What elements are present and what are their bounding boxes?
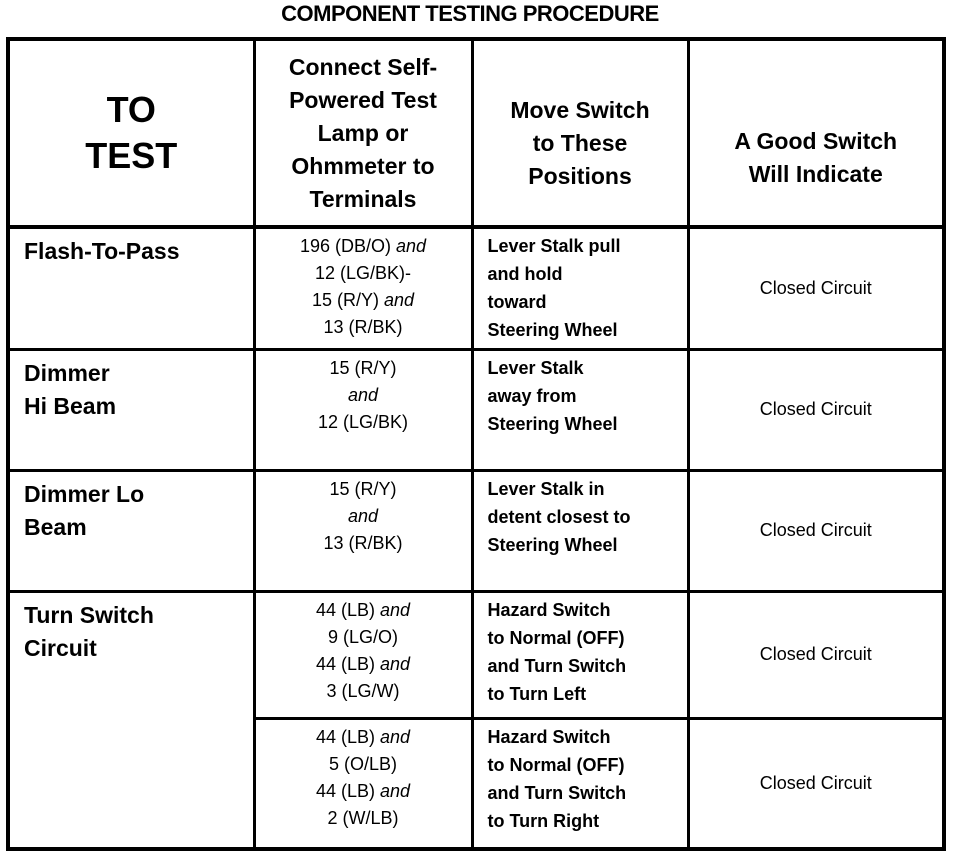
header-row [8,39,944,227]
terminals-cell [254,349,472,470]
test-name-line: Circuit [24,634,97,661]
terminal-line: 13 (R/BK) [323,317,403,337]
header-line: Terminals [309,185,417,212]
header-line: Positions [528,162,632,189]
terminal-line: and [347,505,379,526]
position-line: to Turn Left [487,683,587,704]
position-line: Steering Wheel [487,534,618,555]
test-name-cell [8,591,254,849]
header-line: Move Switch [510,96,650,123]
header-to-test [8,39,254,227]
test-name-line: Beam [24,513,87,540]
terminal-line: and [347,384,379,405]
header-line: Ohmmeter to [291,152,435,179]
terminals-cell [254,591,472,718]
table-row [8,470,944,591]
header-line: Will Indicate [748,161,883,187]
position-line: away from [487,385,577,406]
position-line: Steering Wheel [487,320,618,340]
test-name-cell [8,349,254,470]
terminal-line: 44 (LB) and [315,599,411,620]
indicate-cell: Closed Circuit [688,591,944,718]
terminal-line: 44 (LB) and [315,653,411,674]
terminals-cell [254,227,472,349]
indicate-cell: Closed Circuit [688,718,944,849]
position-line: to Turn Right [487,810,600,831]
position-line: to Normal (OFF) [487,627,625,648]
terminal-line: 2 (W/LB) [327,807,399,828]
header-indicate [688,39,944,227]
indicate-cell: Closed Circuit [688,349,944,470]
terminals-cell [254,718,472,849]
positions-cell [472,470,688,591]
terminals-cell [254,470,472,591]
test-name-line: Dimmer Lo [24,480,145,507]
position-line: detent closest to [487,506,631,527]
header-line: TEST [85,135,178,176]
table-row [8,591,944,718]
header-line: Powered Test [289,86,437,113]
position-line: Lever Stalk [487,357,584,378]
terminal-line: 13 (R/BK) [323,532,403,553]
header-line: Connect Self- [288,53,438,80]
position-line: and hold [487,264,563,284]
position-line: Hazard Switch [487,599,611,620]
position-line: and Turn Switch [487,782,627,803]
position-line: Lever Stalk pull [487,236,621,256]
position-line: Steering Wheel [487,413,618,434]
positions-cell [472,227,688,349]
test-name-line: Flash-To-Pass [24,238,180,264]
header-terminals [254,39,472,227]
indicate-cell: Closed Circuit [688,470,944,591]
header-line: to These [532,129,628,156]
positions-cell [472,349,688,470]
terminal-line: 44 (LB) and [315,726,411,747]
terminal-line: 3 (LG/W) [326,680,400,701]
positions-cell [472,591,688,718]
position-line: Lever Stalk in [487,478,605,499]
header-line: TO [106,89,156,130]
header-line: Lamp or [317,119,409,146]
page-title: COMPONENT TESTING PROCEDURE [281,1,659,26]
indicate-cell: Closed Circuit [688,227,944,349]
terminal-line: 196 (DB/O) and [299,236,427,256]
terminal-line: 15 (R/Y) [329,357,397,378]
table-row [8,349,944,470]
component-testing-table [6,37,946,851]
terminal-line: 9 (LG/O) [327,626,398,647]
position-line: toward [487,292,547,312]
test-name-line: Hi Beam [24,392,117,419]
test-name-line: Turn Switch [24,601,154,628]
terminal-line: 5 (O/LB) [328,753,398,774]
header-line: A Good Switch [734,128,898,154]
position-line: to Normal (OFF) [487,754,625,775]
terminal-line: 12 (LG/BK) [317,411,409,432]
position-line: Hazard Switch [487,726,611,747]
terminal-line: 15 (R/Y) [329,478,397,499]
terminal-line: 44 (LB) and [315,780,411,801]
terminal-line: 15 (R/Y) and [311,290,415,310]
test-name-cell [8,227,254,349]
header-positions [472,39,688,227]
table-row [8,227,944,349]
positions-cell [472,718,688,849]
test-name-cell [8,470,254,591]
position-line: and Turn Switch [487,655,627,676]
test-name-line: Dimmer [24,359,110,386]
terminal-line: 12 (LG/BK)- [314,263,412,283]
